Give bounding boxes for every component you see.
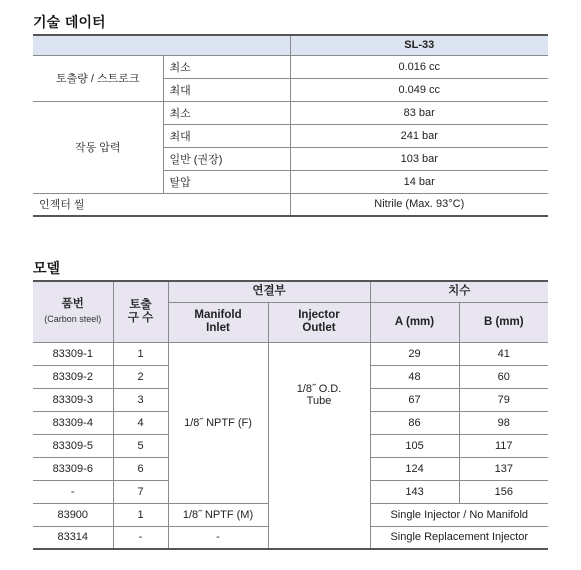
table-row bbox=[33, 342, 548, 365]
outlets-cell: 3 bbox=[113, 388, 168, 411]
displacement-label: 토출량 / 스트로크 bbox=[33, 55, 163, 101]
part-no-label: 품번 bbox=[61, 297, 84, 310]
tech-data-table bbox=[33, 34, 548, 217]
a-cell: 143 bbox=[370, 480, 459, 503]
value-cell: 14 bar bbox=[290, 170, 548, 193]
part-cell: 83309-2 bbox=[33, 365, 113, 388]
outlet-merged-cell bbox=[268, 342, 370, 549]
sub-label: 최소 bbox=[163, 55, 290, 78]
part-cell: 83309-5 bbox=[33, 434, 113, 457]
inlet-cell: - bbox=[168, 526, 268, 549]
part-cell: 83309-1 bbox=[33, 342, 113, 365]
dims-note-cell: Single Replacement Injector bbox=[370, 526, 548, 549]
sub-label: 최대 bbox=[163, 124, 290, 147]
manifold-inlet-label: Manifold Inlet bbox=[194, 309, 242, 334]
part-cell: 83309-3 bbox=[33, 388, 113, 411]
header-row bbox=[33, 281, 548, 302]
connection-header: 연결부 bbox=[168, 281, 370, 302]
sub-label: 탈압 bbox=[163, 170, 290, 193]
outlets-cell: - bbox=[113, 526, 168, 549]
value-cell: Nitrile (Max. 93°C) bbox=[290, 193, 548, 216]
part-cell: 83314 bbox=[33, 526, 113, 549]
a-cell: 67 bbox=[370, 388, 459, 411]
part-cell: 83309-6 bbox=[33, 457, 113, 480]
part-no-header bbox=[33, 281, 113, 342]
b-cell: 41 bbox=[459, 342, 548, 365]
injector-outlet-label: Injector Outlet bbox=[298, 309, 340, 334]
outlet-line2: Tube bbox=[306, 395, 332, 408]
seal-label: 인젝터 씰 bbox=[33, 193, 290, 216]
dims-note-cell: Single Injector / No Manifold bbox=[370, 503, 548, 526]
table-row bbox=[33, 193, 548, 216]
a-cell: 124 bbox=[370, 457, 459, 480]
outlets-cell: 1 bbox=[113, 503, 168, 526]
outlets-cell: 5 bbox=[113, 434, 168, 457]
value-cell: 0.016 cc bbox=[290, 55, 548, 78]
section-title-tech-data: 기술 데이터 bbox=[33, 15, 106, 31]
manifold-inlet-header bbox=[168, 302, 268, 342]
a-cell: 29 bbox=[370, 342, 459, 365]
outlets-cell: 7 bbox=[113, 480, 168, 503]
b-cell: 117 bbox=[459, 434, 548, 457]
outlets-header bbox=[113, 281, 168, 342]
a-cell: 86 bbox=[370, 411, 459, 434]
tech-header-row bbox=[33, 35, 548, 55]
outlets-label: 토출구 수 bbox=[127, 298, 154, 324]
a-cell: 48 bbox=[370, 365, 459, 388]
part-cell: 83900 bbox=[33, 503, 113, 526]
dimensions-header: 치수 bbox=[370, 281, 548, 302]
sub-label: 일반 (권장) bbox=[163, 147, 290, 170]
outlets-cell: 6 bbox=[113, 457, 168, 480]
b-cell: 137 bbox=[459, 457, 548, 480]
value-cell: 83 bar bbox=[290, 101, 548, 124]
table-row bbox=[33, 55, 548, 78]
inlet-cell: 1/8˝ NPTF (M) bbox=[168, 503, 268, 526]
value-cell: 103 bar bbox=[290, 147, 548, 170]
value-cell: 241 bar bbox=[290, 124, 548, 147]
b-mm-header: B (mm) bbox=[459, 302, 548, 342]
tech-header-blank bbox=[33, 35, 290, 55]
table-row bbox=[33, 101, 548, 124]
material-note: (Carbon steel) bbox=[44, 313, 102, 324]
sub-label: 최대 bbox=[163, 78, 290, 101]
sub-label: 최소 bbox=[163, 101, 290, 124]
b-cell: 156 bbox=[459, 480, 548, 503]
outlet-line1: 1/8˝ O.D. bbox=[296, 383, 342, 396]
pressure-label: 작동 압력 bbox=[33, 101, 163, 193]
b-cell: 98 bbox=[459, 411, 548, 434]
outlets-cell: 1 bbox=[113, 342, 168, 365]
value-cell: 0.049 cc bbox=[290, 78, 548, 101]
part-cell: 83309-4 bbox=[33, 411, 113, 434]
outlets-cell: 2 bbox=[113, 365, 168, 388]
part-cell: - bbox=[33, 480, 113, 503]
b-cell: 60 bbox=[459, 365, 548, 388]
injector-outlet-header bbox=[268, 302, 370, 342]
inlet-merged-cell: 1/8˝ NPTF (F) bbox=[168, 342, 268, 503]
b-cell: 79 bbox=[459, 388, 548, 411]
outlets-cell: 4 bbox=[113, 411, 168, 434]
model-name-header: SL-33 bbox=[290, 35, 548, 55]
a-mm-header: A (mm) bbox=[370, 302, 459, 342]
a-cell: 105 bbox=[370, 434, 459, 457]
section-title-models: 모델 bbox=[33, 261, 61, 277]
model-table bbox=[33, 280, 548, 550]
